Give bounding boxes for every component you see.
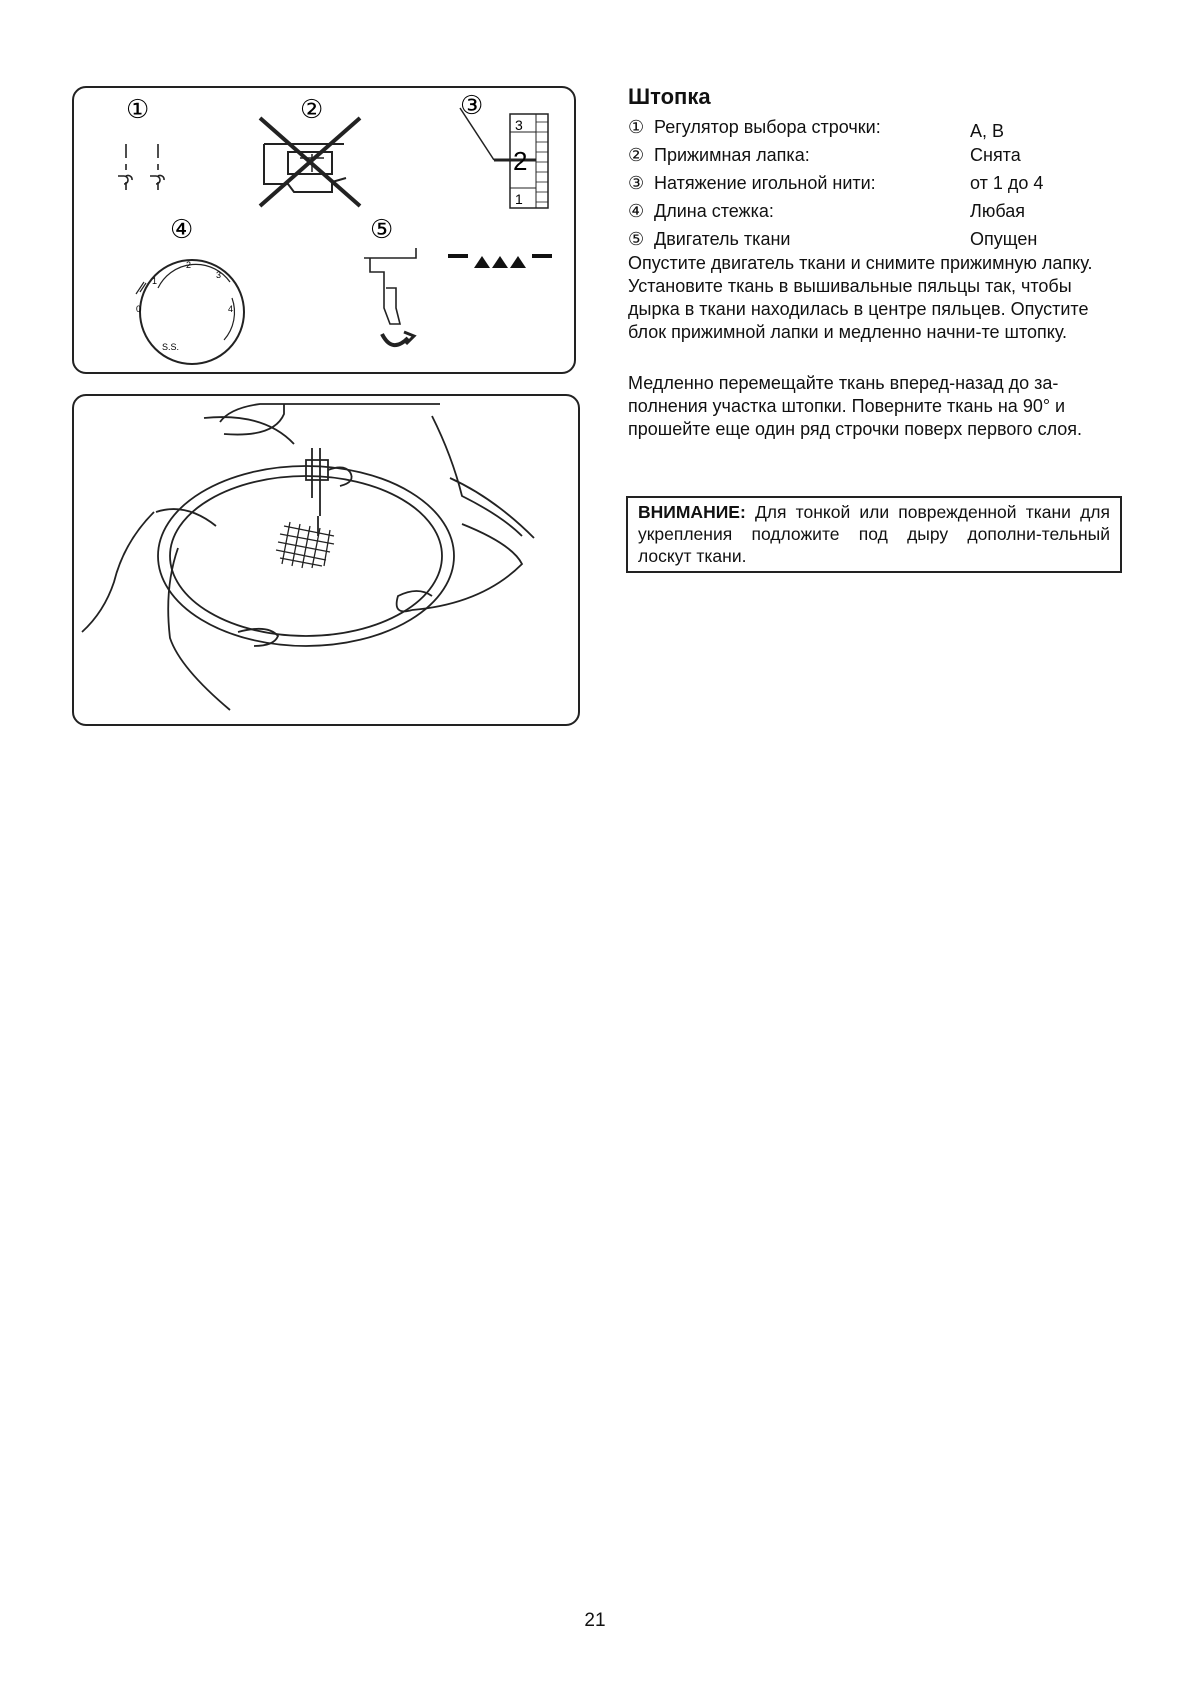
setting-label-4: Длина стежка:	[654, 201, 774, 221]
attention-note	[626, 496, 1122, 573]
darning-illustration-panel	[72, 394, 580, 726]
dial-mark-4: 4	[228, 304, 234, 314]
presser-foot-removed-icon	[260, 118, 360, 206]
setting-value-5: Опущен	[970, 229, 1038, 249]
dial-mark-3: 3	[216, 270, 222, 280]
setting-label-2: Прижимная лапка:	[654, 145, 810, 165]
callout-2: ②	[300, 95, 324, 125]
setting-value-1: A, B	[970, 121, 1005, 141]
stitch-pattern-icon	[118, 144, 164, 190]
setting-label-1: Регулятор выбора строчки:	[654, 117, 881, 137]
instruction-paragraph-2: Медленно перемещайте ткань вперед-назад до за-полнения участка штопки. Поверните ткань на 90° и прошейте еще один ряд строчки поверх первого слоя.	[628, 373, 1083, 439]
dial-mark-2: 2	[186, 260, 192, 270]
setting-row-1	[628, 114, 881, 140]
instruction-paragraph-1: Опустите двигатель ткани и снимите прижимную лапку. Установите ткань в вышивальные пяльцы так, чтобы дырка в ткани находилась в центре пяльцев. Опустите блок прижимной лапки и медленно начни-те штопку.	[628, 253, 1093, 342]
setting-num-3: ③	[628, 173, 645, 194]
darning-illustration	[74, 396, 578, 724]
setting-label-5: Двигатель ткани	[654, 229, 791, 249]
setting-value-2: Снята	[970, 145, 1021, 165]
dial-mark-ss: S.S.	[162, 342, 180, 352]
tension-scale-3: 3	[515, 117, 523, 133]
callout-1: ①	[126, 95, 150, 125]
feed-dog-down-icon	[448, 256, 552, 268]
dial-mark-1: 1	[152, 276, 158, 286]
callout-5: ⑤	[370, 215, 394, 245]
setting-num-1: ①	[628, 117, 645, 138]
feed-dog-lever-icon	[364, 248, 416, 345]
page-number: 21	[584, 1610, 606, 1631]
tension-scale-1: 1	[515, 191, 523, 207]
dial-mark-0: 0	[136, 304, 142, 314]
setting-num-5: ⑤	[628, 229, 645, 250]
callout-4: ④	[170, 215, 194, 245]
settings-diagram-panel	[72, 86, 576, 374]
tension-scale-icon	[460, 108, 548, 208]
section-title: Штопка	[628, 84, 711, 109]
setting-value-4: Любая	[970, 201, 1025, 221]
tension-scale-2: 2	[513, 146, 528, 176]
attention-text: Для тонкой или поврежденной ткани для укрепления подложите под дыру дополни-тельный лоскут ткани.	[638, 502, 1110, 566]
setting-row-4	[628, 198, 774, 224]
settings-diagram	[74, 88, 574, 372]
setting-num-2: ②	[628, 145, 645, 166]
setting-row-5	[628, 226, 790, 252]
setting-label-3: Натяжение игольной нити:	[654, 173, 876, 193]
setting-num-4: ④	[628, 201, 645, 222]
setting-row-2	[628, 142, 810, 168]
attention-label: ВНИМАНИЕ:	[638, 502, 746, 522]
setting-value-3: от 1 до 4	[970, 173, 1044, 193]
callout-3: ③	[460, 91, 484, 121]
setting-row-3	[628, 170, 876, 196]
